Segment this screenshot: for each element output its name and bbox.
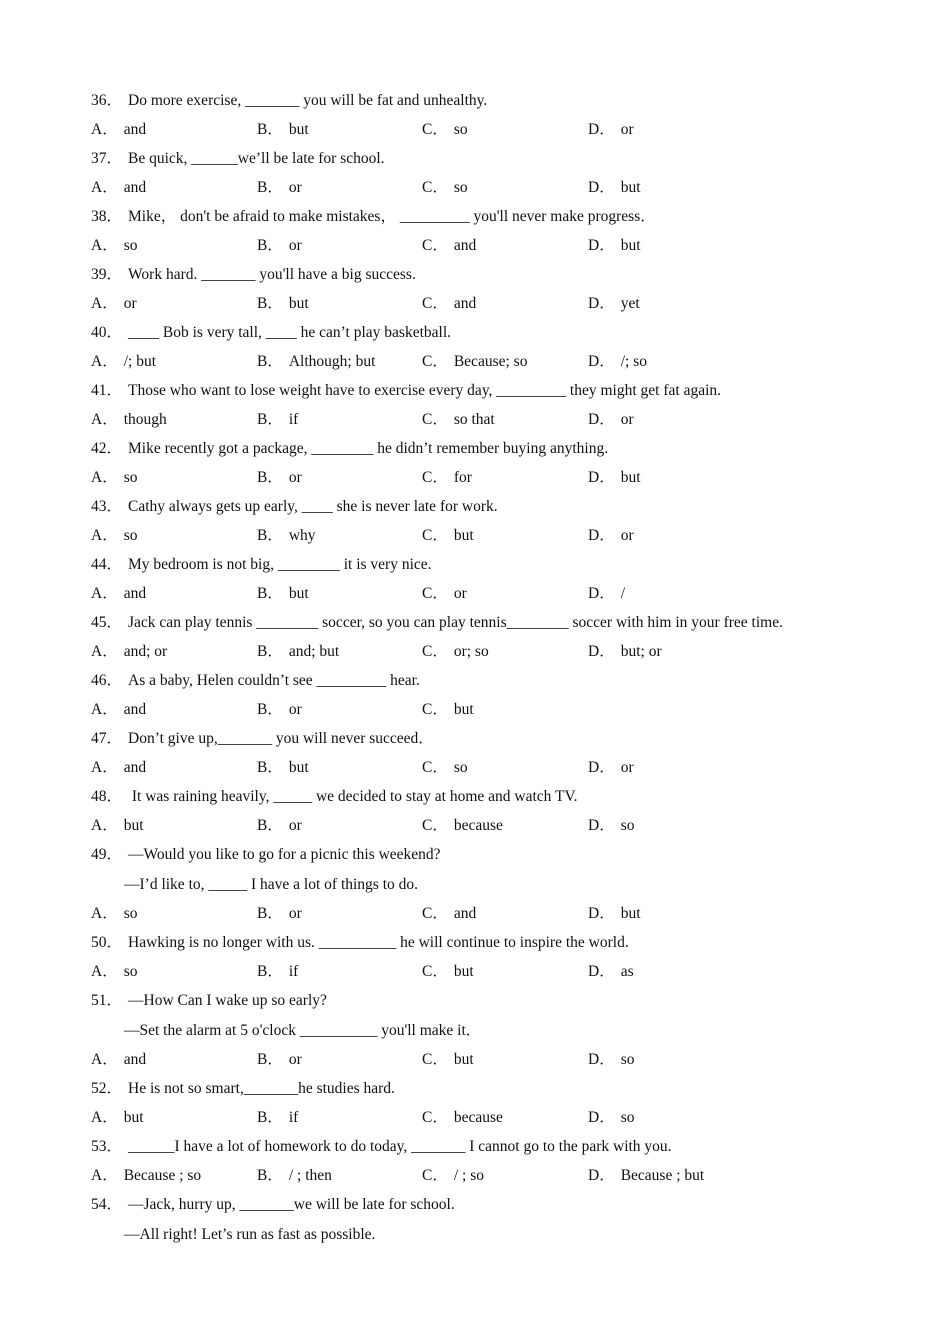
option-letter: A． <box>91 905 118 922</box>
question-stem <box>91 845 441 865</box>
option-letter: B． <box>257 179 283 196</box>
question-number: 37． <box>91 150 123 167</box>
option-letter: B． <box>257 237 283 254</box>
answer-option[interactable] <box>422 352 527 372</box>
option-letter: A． <box>91 1167 118 1184</box>
option-text: so <box>620 817 635 834</box>
answer-option[interactable] <box>257 294 309 314</box>
answer-option[interactable] <box>588 236 641 256</box>
answer-option[interactable] <box>588 120 634 140</box>
option-letter: A． <box>91 527 118 544</box>
option-text: but <box>288 585 309 602</box>
option-text: but <box>288 121 309 138</box>
option-letter: C． <box>422 179 448 196</box>
question-text: —Jack, hurry up, _______we will be late for school. <box>128 1196 455 1213</box>
answer-option[interactable] <box>422 468 472 488</box>
option-text: and <box>123 585 147 602</box>
option-text: or <box>288 817 302 834</box>
option-letter: A． <box>91 295 118 312</box>
question-text: —Would you like to go for a picnic this weekend? <box>128 846 441 863</box>
question-number: 53． <box>91 1138 123 1155</box>
option-letter: A． <box>91 759 118 776</box>
answer-option[interactable] <box>588 1050 635 1070</box>
option-letter: C． <box>422 295 448 312</box>
option-text: so <box>123 905 138 922</box>
option-text: but <box>453 1051 474 1068</box>
option-text: but <box>620 179 641 196</box>
option-text: so <box>123 527 138 544</box>
option-letter: B． <box>257 295 283 312</box>
option-text: Because ; but <box>620 1167 705 1184</box>
answer-option[interactable] <box>422 526 474 546</box>
option-letter: C． <box>422 121 448 138</box>
answer-option[interactable] <box>588 584 625 604</box>
question-text: ____ Bob is very tall, ____ he can’t play basketball. <box>128 324 452 341</box>
option-text: or <box>123 295 137 312</box>
answer-option[interactable] <box>422 120 468 140</box>
question-number: 39． <box>91 266 123 283</box>
option-letter: D． <box>588 1109 615 1126</box>
question-text: Be quick, ______we’ll be late for school. <box>128 150 385 167</box>
question-stem <box>91 381 721 401</box>
option-text: /; so <box>620 353 647 370</box>
option-text: but <box>288 295 309 312</box>
option-letter: C． <box>422 411 448 428</box>
answer-option[interactable] <box>91 236 138 256</box>
option-letter: A． <box>91 585 118 602</box>
answer-option[interactable] <box>91 178 146 198</box>
question-text: Work hard. _______ you'll have a big success. <box>128 266 416 283</box>
answer-option[interactable] <box>257 584 309 604</box>
answer-option[interactable] <box>422 584 467 604</box>
question-number: 52． <box>91 1080 123 1097</box>
question-stem <box>91 555 432 575</box>
option-letter: D． <box>588 295 615 312</box>
question-number: 45． <box>91 614 123 631</box>
answer-option[interactable] <box>588 904 641 924</box>
answer-option[interactable] <box>422 700 474 720</box>
option-text: or <box>620 759 634 776</box>
answer-option[interactable] <box>422 410 495 430</box>
question-stem <box>91 729 434 749</box>
question-text: It was raining heavily, _____ we decided to stay at home and watch TV. <box>128 788 578 805</box>
option-text: for <box>453 469 472 486</box>
option-letter: C． <box>422 643 448 660</box>
option-text: and <box>123 701 147 718</box>
option-letter: B． <box>257 905 283 922</box>
answer-option[interactable] <box>422 1166 484 1186</box>
question-stem <box>91 991 327 1011</box>
question-stem <box>91 933 629 953</box>
answer-option[interactable] <box>422 816 503 836</box>
option-text: or <box>288 1051 302 1068</box>
option-text: or <box>620 527 634 544</box>
option-text: but <box>620 905 641 922</box>
answer-option[interactable] <box>422 962 474 982</box>
option-letter: C． <box>422 1167 448 1184</box>
answer-option[interactable] <box>257 352 375 372</box>
answer-option[interactable] <box>588 468 641 488</box>
option-letter: A． <box>91 237 118 254</box>
option-text: and <box>453 237 477 254</box>
option-text: if <box>288 963 299 980</box>
option-text: but <box>453 701 474 718</box>
answer-option[interactable] <box>588 1108 635 1128</box>
answer-option[interactable] <box>257 700 302 720</box>
option-letter: B． <box>257 353 283 370</box>
question-stem <box>91 323 451 343</box>
option-text: / ; then <box>288 1167 332 1184</box>
option-letter: D． <box>588 527 615 544</box>
question-number: 36． <box>91 92 123 109</box>
option-text: yet <box>620 295 640 312</box>
option-text: or <box>288 701 302 718</box>
question-stem <box>91 265 416 285</box>
answer-option[interactable] <box>422 1108 503 1128</box>
option-letter: A． <box>91 701 118 718</box>
question-number: 48． <box>91 788 123 805</box>
question-stem <box>91 613 783 633</box>
option-letter: C． <box>422 817 448 834</box>
question-number: 43． <box>91 498 123 515</box>
option-letter: A． <box>91 643 118 660</box>
answer-option[interactable] <box>91 468 138 488</box>
option-text: so <box>123 469 138 486</box>
option-text: so <box>453 179 468 196</box>
option-letter: B． <box>257 411 283 428</box>
option-letter: A． <box>91 353 118 370</box>
option-text: and <box>453 905 477 922</box>
question-text: Don’t give up,_______ you will never succeed． <box>128 730 434 747</box>
question-stem <box>91 1195 455 1215</box>
question-number: 46． <box>91 672 123 689</box>
question-number: 51． <box>91 992 123 1009</box>
option-letter: D． <box>588 759 615 776</box>
option-text: / ; so <box>453 1167 484 1184</box>
option-text: but <box>453 527 474 544</box>
option-text: and <box>123 1051 147 1068</box>
answer-option[interactable] <box>422 904 476 924</box>
question-text-line2: —Set the alarm at 5 o'clock __________ you'll make it． <box>124 1022 482 1039</box>
answer-option[interactable] <box>588 642 662 662</box>
question-text-line2: —All right! Let’s run as fast as possible. <box>124 1226 376 1243</box>
option-text: /; but <box>123 353 156 370</box>
option-text: or <box>288 179 302 196</box>
option-letter: B． <box>257 759 283 776</box>
option-text: or <box>288 237 302 254</box>
option-letter: D． <box>588 963 615 980</box>
option-letter: A． <box>91 1109 118 1126</box>
option-text: / <box>620 585 626 602</box>
option-text: if <box>288 411 299 428</box>
option-letter: A． <box>91 469 118 486</box>
question-text: ______I have a lot of homework to do today, _______ I cannot go to the park with you. <box>128 1138 672 1155</box>
answer-option[interactable] <box>257 1050 302 1070</box>
question-stem <box>91 1079 395 1099</box>
option-letter: B． <box>257 1167 283 1184</box>
answer-option[interactable] <box>422 758 468 778</box>
answer-option[interactable] <box>91 526 138 546</box>
option-letter: C． <box>422 905 448 922</box>
option-letter: A． <box>91 963 118 980</box>
option-text: but <box>123 1109 144 1126</box>
option-text: but <box>123 817 144 834</box>
question-number: 38． <box>91 208 123 225</box>
option-letter: B． <box>257 527 283 544</box>
option-letter: D． <box>588 121 615 138</box>
option-text: and <box>123 179 147 196</box>
option-text: but <box>453 963 474 980</box>
option-text: so <box>620 1051 635 1068</box>
option-letter: C． <box>422 237 448 254</box>
answer-option[interactable] <box>91 1108 144 1128</box>
question-text: Do more exercise, _______ you will be fat and unhealthy. <box>128 92 488 109</box>
option-text: and <box>453 295 477 312</box>
option-letter: D． <box>588 1051 615 1068</box>
option-text: or <box>620 411 634 428</box>
option-letter: B． <box>257 585 283 602</box>
option-letter: D． <box>588 905 615 922</box>
question-stem <box>91 207 656 227</box>
answer-option[interactable] <box>91 584 146 604</box>
answer-option[interactable] <box>91 700 146 720</box>
option-text: so <box>123 237 138 254</box>
question-text: —How Can I wake up so early? <box>128 992 327 1009</box>
answer-option[interactable] <box>422 178 468 198</box>
option-letter: B． <box>257 469 283 486</box>
question-text: My bedroom is not big, ________ it is very nice. <box>128 556 432 573</box>
option-letter: D． <box>588 353 615 370</box>
option-letter: D． <box>588 643 615 660</box>
question-stem <box>91 439 608 459</box>
option-letter: D． <box>588 237 615 254</box>
option-letter: D． <box>588 469 615 486</box>
answer-option[interactable] <box>257 236 302 256</box>
answer-option[interactable] <box>257 758 309 778</box>
answer-option[interactable] <box>257 1166 332 1186</box>
answer-option[interactable] <box>422 294 476 314</box>
option-letter: B． <box>257 643 283 660</box>
option-letter: C． <box>422 1109 448 1126</box>
option-text: if <box>288 1109 299 1126</box>
option-letter: B． <box>257 1109 283 1126</box>
option-text: or <box>453 585 467 602</box>
option-text: or <box>620 121 634 138</box>
option-text: but; or <box>620 643 662 660</box>
question-stem <box>91 497 498 517</box>
option-text: but <box>620 237 641 254</box>
option-letter: B． <box>257 1051 283 1068</box>
question-stem <box>91 91 487 111</box>
answer-option[interactable] <box>588 526 634 546</box>
question-number: 41． <box>91 382 123 399</box>
option-letter: D． <box>588 1167 615 1184</box>
answer-option[interactable] <box>257 526 316 546</box>
question-text-line2: —I’d like to, _____ I have a lot of things to do. <box>124 876 419 893</box>
answer-option[interactable] <box>588 178 641 198</box>
option-letter: A． <box>91 179 118 196</box>
option-letter: A． <box>91 411 118 428</box>
option-letter: D． <box>588 179 615 196</box>
option-text: though <box>123 411 167 428</box>
question-stem <box>91 1137 672 1157</box>
option-text: because <box>453 817 503 834</box>
option-letter: C． <box>422 701 448 718</box>
answer-option[interactable] <box>257 178 302 198</box>
answer-option[interactable] <box>91 1166 201 1186</box>
question-number: 40． <box>91 324 123 341</box>
answer-option[interactable] <box>91 1050 146 1070</box>
answer-option[interactable] <box>257 904 302 924</box>
option-letter: D． <box>588 585 615 602</box>
question-number: 47． <box>91 730 123 747</box>
option-text: but <box>620 469 641 486</box>
answer-option[interactable] <box>91 352 156 372</box>
question-stem <box>91 149 385 169</box>
answer-option[interactable] <box>588 1166 704 1186</box>
option-text: as <box>620 963 634 980</box>
option-letter: D． <box>588 411 615 428</box>
option-text: Because; so <box>453 353 528 370</box>
question-number: 50． <box>91 934 123 951</box>
answer-option[interactable] <box>91 642 167 662</box>
option-letter: A． <box>91 1051 118 1068</box>
option-text: so that <box>453 411 495 428</box>
option-letter: C． <box>422 963 448 980</box>
answer-option[interactable] <box>257 642 339 662</box>
option-text: why <box>288 527 316 544</box>
option-text: and <box>123 121 147 138</box>
option-text: or <box>288 469 302 486</box>
option-letter: B． <box>257 963 283 980</box>
question-text: He is not so smart,_______he studies hard. <box>128 1080 395 1097</box>
question-number: 49． <box>91 846 123 863</box>
option-text: but <box>288 759 309 776</box>
option-letter: C． <box>422 527 448 544</box>
option-letter: C． <box>422 759 448 776</box>
option-text: and <box>123 759 147 776</box>
question-text: Hawking is no longer with us. __________ he will continue to inspire the world. <box>128 934 629 951</box>
question-text: Jack can play tennis ________ soccer, so you can play tennis________ soccer with him in your free time. <box>128 614 783 631</box>
option-letter: B． <box>257 121 283 138</box>
answer-option[interactable] <box>588 294 640 314</box>
answer-option[interactable] <box>91 816 144 836</box>
answer-option[interactable] <box>257 962 298 982</box>
option-text: so <box>453 121 468 138</box>
question-text: Cathy always gets up early, ____ she is never late for work. <box>128 498 498 515</box>
option-letter: A． <box>91 817 118 834</box>
option-text: so <box>453 759 468 776</box>
option-text: or <box>288 905 302 922</box>
option-text: and; or <box>123 643 168 660</box>
option-text: because <box>453 1109 503 1126</box>
answer-option[interactable] <box>422 642 489 662</box>
answer-option[interactable] <box>257 1108 298 1128</box>
option-letter: A． <box>91 121 118 138</box>
answer-option[interactable] <box>588 816 635 836</box>
answer-option[interactable] <box>257 468 302 488</box>
answer-option[interactable] <box>588 758 634 778</box>
option-letter: C． <box>422 585 448 602</box>
answer-option[interactable] <box>91 410 167 430</box>
answer-option[interactable] <box>91 904 138 924</box>
option-text: so <box>620 1109 635 1126</box>
answer-option[interactable] <box>257 120 309 140</box>
answer-option[interactable] <box>257 410 298 430</box>
option-letter: C． <box>422 469 448 486</box>
answer-option[interactable] <box>91 120 146 140</box>
question-stem <box>91 787 578 807</box>
answer-option[interactable] <box>257 816 302 836</box>
option-letter: B． <box>257 817 283 834</box>
question-text: Mike， don't be afraid to make mistakes， _________ you'll never make progress． <box>128 208 656 225</box>
question-text: Mike recently got a package, ________ he didn’t remember buying anything. <box>128 440 609 457</box>
answer-option[interactable] <box>422 236 476 256</box>
answer-option[interactable] <box>588 410 634 430</box>
answer-option[interactable] <box>588 352 647 372</box>
answer-option[interactable] <box>422 1050 474 1070</box>
question-text: As a baby, Helen couldn’t see _________ hear. <box>128 672 420 689</box>
option-text: Although; but <box>288 353 376 370</box>
question-number: 44． <box>91 556 123 573</box>
question-stem <box>91 671 420 691</box>
option-letter: C． <box>422 1051 448 1068</box>
question-number: 54． <box>91 1196 123 1213</box>
answer-option[interactable] <box>91 294 137 314</box>
question-number: 42． <box>91 440 123 457</box>
option-text: so <box>123 963 138 980</box>
option-text: or; so <box>453 643 489 660</box>
answer-option[interactable] <box>91 962 138 982</box>
option-text: Because ; so <box>123 1167 202 1184</box>
option-letter: B． <box>257 701 283 718</box>
question-text: Those who want to lose weight have to exercise every day, _________ they might get fat again. <box>128 382 722 399</box>
answer-option[interactable] <box>91 758 146 778</box>
option-letter: C． <box>422 353 448 370</box>
option-letter: D． <box>588 817 615 834</box>
answer-option[interactable] <box>588 962 634 982</box>
option-text: and; but <box>288 643 340 660</box>
